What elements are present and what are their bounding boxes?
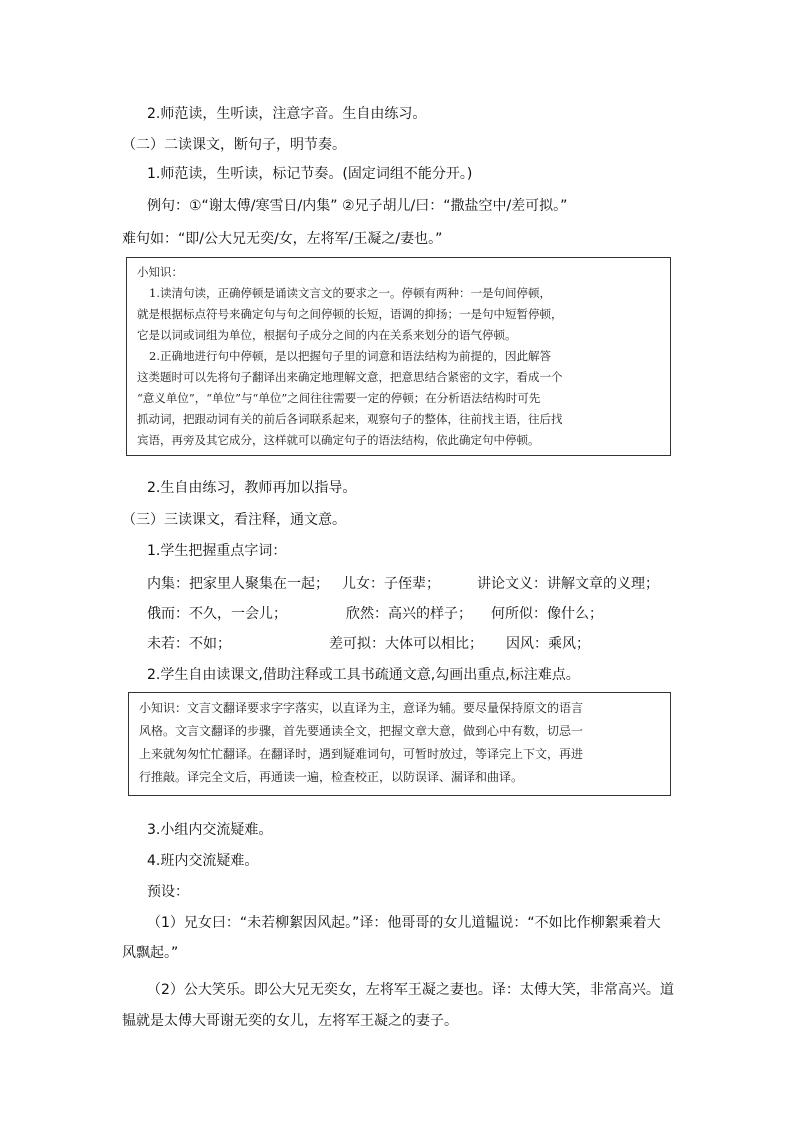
text-line: 2.学生自由读课文,借助注释或工具书疏通文意,勾画出重点,标注难点。 [147,667,580,683]
text-line: 风飘起。” [122,945,179,961]
vocab-item: 因风：乘风； [506,636,590,652]
text-line: 4.班内交流疑难。 [147,853,259,869]
box-line: 抓动词，把跟动词有关的前后各词联系起来，观察句子的整体，往前找主语，往后找 [137,412,563,426]
box-line: “意义单位”，“单位”与“单位”之间往往需要一定的停顿；在分析语法结构时可先 [137,391,541,405]
box-line: 宾语，再旁及其它成分，这样就可以确定句子的语法结构，依此确定句中停顿。 [137,433,540,447]
text-line: 1.学生把握重点字词： [147,543,287,559]
text-line: 2.师范读，生听读，注意字音。生自由练习。 [147,106,427,122]
box-line: 上来就匆匆忙忙翻译。在翻译时，遇到疑难词句，可暂时放过，等译完上下文，再进 [139,747,584,761]
section-heading: （三）三读课文，看注释，通文意。 [122,512,346,528]
box-line: 它是以词或词组为单位，根据句子成分之间的内在关系来划分的语气停顿。 [137,328,517,342]
vocab-item: 欣然：高兴的样子； [346,606,472,622]
box-line: 2.正确地进行句中停顿，是以把握句子里的词意和语法结构为前提的，因此解答 [149,349,551,363]
vocab-item: 俄而：不久，一会儿； [147,606,287,622]
text-line: 2.生自由练习，教师再加以指导。 [147,480,357,496]
box-title: 小知识： [137,265,183,279]
box-line: 1.读清句读，正确停顿是诵读文言文的要求之一。停顿有两种：一是句间停顿， [149,286,551,300]
text-line: 预设： [147,884,189,900]
section-heading: （二）二读课文，断句子，明节奏。 [122,137,346,153]
box-line: 小知识：文言文翻译要求字字落实，以直译为主，意译为辅。要尽量保持原文的语言 [139,701,584,715]
vocab-item: 何所似：像什么； [491,606,603,622]
text-line: 3.小组内交流疑难。 [147,822,273,838]
text-line: 韫就是太傅大哥谢无奕的女儿，左将军王凝之的妻子。 [122,1013,458,1029]
vocab-item: 讲论文义：讲解文章的义理； [477,576,659,592]
knowledge-box-2 [128,692,671,796]
vocab-item: 内集：把家里人聚集在一起； [147,576,329,592]
box-line: 这类题时可以先将句子翻译出来确定地理解文意，把意思结合紧密的文字，看成一个 [137,370,563,384]
box-line: 风格。文言文翻译的步骤，首先要通读全文，把握文章大意，做到心中有数，切忌一 [139,724,584,738]
text-line: （1）兄女曰：“未若柳絮因风起。”译：他哥哥的女儿道韫说：“不如比作柳絮乘着大 [147,915,661,931]
box-line: 行推敲。译完全文后，再通读一遍，检查校正，以防误译、漏译和曲译。 [139,770,524,784]
vocab-item: 差可拟：大体可以相比； [329,636,483,652]
text-line: 例句：①“谢太傅/寒雪日/内集” ②兄子胡儿/曰：“撒盐空中/差可拟。” [147,198,568,214]
text-line: （2）公大笑乐。即公大兄无奕女，左将军王凝之妻也。译：太傅大笑，非常高兴。道 [147,982,674,998]
vocab-item: 儿女：子侄辈； [342,576,440,592]
text-line: 难句如：“即/公大兄无奕/女，左将军/王凝之/妻也。” [122,231,443,247]
vocab-item: 未若：不如； [147,636,231,652]
text-line: 1.师范读，生听读，标记节奏。(固定词组不能分开。) [147,166,473,182]
knowledge-box-1 [126,257,671,456]
box-line: 就是根据标点符号来确定句与句之间停顿的长短，语调的抑扬；一是句中短暂停顿， [137,307,563,321]
